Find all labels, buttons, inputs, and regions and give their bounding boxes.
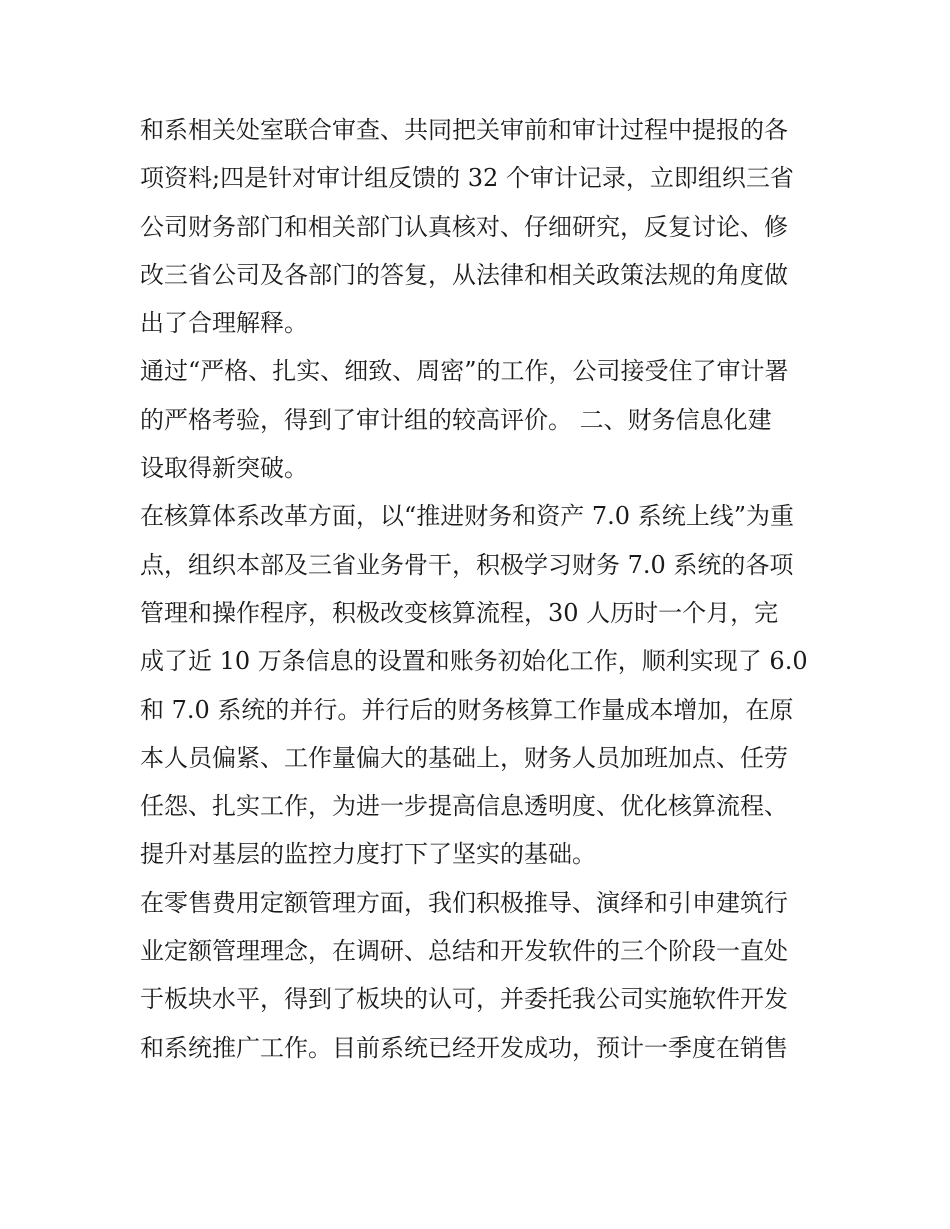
paragraph-audit-result	[140, 347, 815, 492]
text-line: 和系统推广工作。目前系统已经开发成功，预计一季度在销售	[140, 1033, 788, 1062]
text-line: 成了近 10 万条信息的设置和账务初始化工作，顺利实现了 6.0	[140, 647, 808, 676]
text-line: 项资料;四是针对审计组反馈的 32 个审计记录，立即组织三省	[140, 164, 794, 193]
text-line: 于板块水平，得到了板块的认可，并委托我公司实施软件开发	[140, 985, 788, 1014]
text-line: 本人员偏紧、工作量偏大的基础上，财务人员加班加点、任劳	[140, 743, 788, 772]
text-line: 的严格考验，得到了审计组的较高评价。 二、财务信息化建	[140, 405, 772, 434]
text-line: 通过“严格、扎实、细致、周密”的工作，公司接受住了审计署	[140, 357, 789, 386]
document-body	[140, 106, 815, 1072]
text-line: 点，组织本部及三省业务骨干，积极学习财务 7.0 系统的各项	[140, 550, 794, 579]
text-line: 和系相关处室联合审查、共同把关审前和审计过程中提报的各	[140, 116, 788, 144]
text-line: 出了合理解释。	[140, 309, 308, 338]
text-line: 公司财务部门和相关部门认真核对、仔细研究，反复讨论、修	[140, 212, 788, 241]
paragraph-retail-quota	[140, 879, 815, 1072]
text-line: 管理和操作程序，积极改变核算流程，30 人历时一个月，完	[140, 598, 779, 627]
paragraph-accounting-reform	[140, 492, 815, 878]
text-line: 业定额管理理念，在调研、总结和开发软件的三个阶段一直处	[140, 937, 788, 966]
text-line: 和 7.0 系统的并行。并行后的财务核算工作量成本增加，在原	[140, 695, 794, 724]
text-line: 提升对基层的监控力度打下了坚实的基础。	[140, 840, 596, 869]
text-line: 改三省公司及各部门的答复，从法律和相关政策法规的角度做	[140, 260, 788, 289]
paragraph-audit-review	[140, 106, 815, 347]
text-line: 在零售费用定额管理方面，我们积极推导、演绎和引申建筑行	[140, 888, 788, 917]
text-line: 任怨、扎实工作，为进一步提高信息透明度、优化核算流程、	[140, 792, 788, 821]
text-line: 设取得新突破。	[140, 454, 308, 483]
text-line: 在核算体系改革方面，以“推进财务和资产 7.0 系统上线”为重	[140, 502, 794, 531]
